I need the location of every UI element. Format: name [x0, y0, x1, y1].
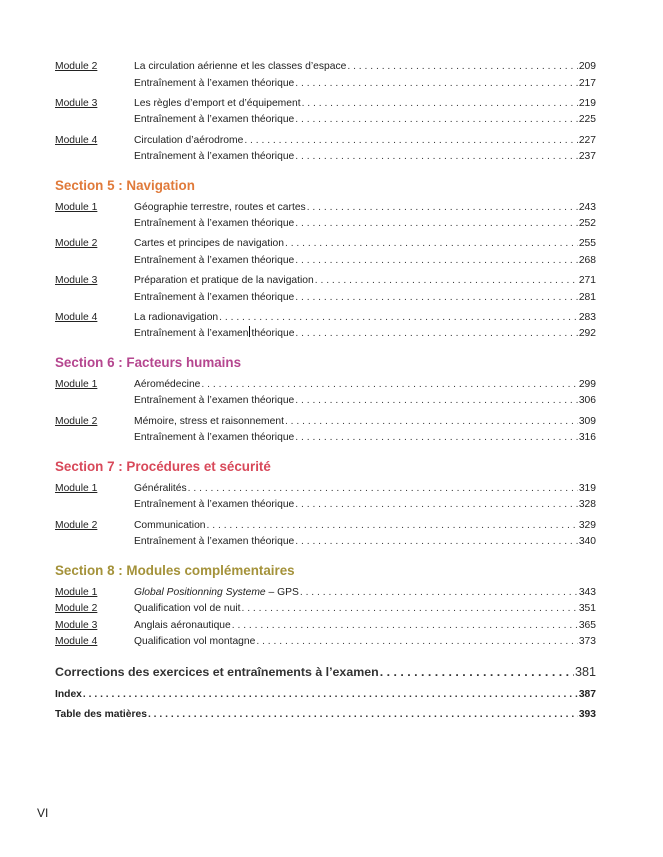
page-number: 283	[578, 311, 596, 323]
entry-title: La radionavigation	[134, 311, 219, 323]
page-number: 268	[578, 254, 596, 266]
page-number: 227	[578, 134, 596, 146]
toc-entry[interactable]	[55, 236, 596, 253]
toc-exam-entry[interactable]	[55, 76, 596, 93]
leader-dots	[295, 216, 578, 233]
page-number: 393	[578, 708, 596, 720]
page-number: 328	[578, 499, 596, 511]
module-label: Module 1	[55, 482, 98, 494]
exam-title: Entraînement à l’examen théorique	[134, 499, 295, 511]
page-number: 373	[578, 636, 596, 648]
toc-entry[interactable]	[55, 585, 596, 602]
leader-dots	[201, 377, 577, 394]
exam-title: Entraînement à l’examen théorique	[134, 151, 295, 163]
module-label: Module 2	[55, 238, 98, 250]
toc-entry[interactable]	[55, 601, 596, 618]
section-7-heading[interactable]: Section 7 : Procédures et sécurité	[55, 458, 271, 474]
section-5-heading[interactable]: Section 5 : Navigation	[55, 177, 195, 193]
leader-dots	[295, 290, 578, 307]
exam-title: Entraînement à l’examen théorique	[134, 114, 295, 126]
exam-title: Entraînement à l’examen théorique	[134, 291, 295, 303]
module-label: Module 2	[55, 603, 98, 615]
page-folio: VI	[37, 806, 49, 820]
index-entry[interactable]	[55, 685, 596, 705]
leader-dots	[285, 236, 578, 253]
toc-exam-entry[interactable]	[55, 430, 596, 447]
page-number: 319	[578, 482, 596, 494]
leader-dots	[241, 601, 577, 618]
page-number: 255	[578, 238, 596, 250]
leader-dots	[295, 430, 578, 447]
toc-entry[interactable]	[55, 310, 596, 327]
page-number: 365	[578, 619, 596, 631]
leader-dots	[302, 96, 578, 113]
page-number: 219	[578, 97, 596, 109]
table-of-contents	[55, 59, 596, 725]
module-label: Module 1	[55, 378, 98, 390]
toc-entry[interactable]	[55, 59, 596, 76]
page-number: 381	[574, 664, 596, 679]
toc-entry[interactable]	[55, 481, 596, 498]
exam-title: Entraînement à l’examen théorique	[134, 77, 295, 89]
page-number: 252	[578, 218, 596, 230]
entry-title: Cartes et principes de navigation	[134, 238, 284, 250]
entry-title: Qualification vol de nuit	[134, 603, 241, 615]
leader-dots	[300, 585, 578, 602]
page-number: 237	[578, 151, 596, 163]
toc-exam-entry[interactable]	[55, 149, 596, 166]
toc-exam-entry[interactable]	[55, 497, 596, 514]
leader-dots	[188, 481, 578, 498]
entry-title: Mémoire, stress et raisonnement	[134, 415, 284, 427]
page-number: 243	[578, 201, 596, 213]
toc-entry[interactable]	[55, 96, 596, 113]
toc-entry[interactable]	[55, 618, 596, 635]
toc-exam-entry[interactable]	[55, 253, 596, 270]
leader-dots	[295, 112, 578, 129]
page-number: 217	[578, 77, 596, 89]
toc-entry[interactable]	[55, 133, 596, 150]
toc-title: Table des matières	[55, 708, 147, 720]
exam-title: Entraînement à l’examen théorique	[134, 536, 295, 548]
toc-entry[interactable]	[55, 518, 596, 535]
toc-entry[interactable]	[55, 200, 596, 217]
page-number: 271	[578, 275, 596, 287]
toc-entry[interactable]	[55, 414, 596, 431]
leader-dots	[219, 310, 578, 327]
entry-title: Circulation d’aérodrome	[134, 134, 244, 146]
leader-dots	[83, 685, 578, 705]
leader-dots	[244, 133, 577, 150]
toc-exam-entry[interactable]	[55, 216, 596, 233]
module-label: Module 3	[55, 275, 98, 287]
leader-dots	[295, 393, 578, 410]
toc-exam-entry[interactable]	[55, 290, 596, 307]
toc-entry[interactable]	[55, 377, 596, 394]
page-number: 281	[578, 291, 596, 303]
exam-title: Entraînement à l’examen théorique	[134, 328, 295, 340]
toc-self-entry[interactable]	[55, 705, 596, 725]
page-number: 343	[578, 586, 596, 598]
entry-title: Généralités	[134, 482, 187, 494]
module-label: Module 4	[55, 134, 98, 146]
page-number: 351	[578, 603, 596, 615]
entry-title: Préparation et pratique de la navigation	[134, 275, 314, 287]
module-label: Module 3	[55, 97, 98, 109]
leader-dots	[307, 200, 578, 217]
exam-title: Entraînement à l’examen théorique	[134, 254, 295, 266]
toc-exam-entry[interactable]	[55, 393, 596, 410]
module-label: Module 4	[55, 311, 98, 323]
entry-title: La circulation aérienne et les classes d’espace	[134, 61, 347, 72]
leader-dots	[295, 76, 578, 93]
leader-dots	[148, 705, 578, 725]
page-number: 225	[578, 114, 596, 126]
entry-title: Géographie terrestre, routes et cartes	[134, 201, 306, 213]
exam-title: Entraînement à l’examen théorique	[134, 395, 295, 407]
toc-entry[interactable]	[55, 273, 596, 290]
module-label: Module 1	[55, 586, 98, 598]
toc-exam-entry[interactable]	[55, 326, 596, 343]
exam-title: Entraînement à l’examen théorique	[134, 432, 295, 444]
leader-dots	[295, 149, 578, 166]
entry-title: Communication	[134, 519, 206, 531]
page-number: 299	[578, 378, 596, 390]
toc-entry[interactable]	[55, 634, 596, 651]
module-label: Module 2	[55, 61, 98, 72]
entry-title: Global Positionning Systeme – GPS	[134, 586, 299, 598]
entry-title: Anglais aéronautique	[134, 619, 231, 631]
leader-dots	[295, 253, 578, 270]
index-title: Index	[55, 688, 82, 700]
entry-title: Aéromédecine	[134, 378, 201, 390]
leader-dots	[285, 414, 578, 431]
leader-dots	[347, 59, 577, 76]
leader-dots	[295, 326, 577, 343]
leader-dots	[295, 534, 578, 551]
entry-title: Les règles d’emport et d’équipement	[134, 97, 301, 109]
section-6-heading[interactable]: Section 6 : Facteurs humains	[55, 354, 242, 370]
exam-title: Entraînement à l’examen théorique	[134, 218, 295, 230]
page-number: 387	[578, 688, 596, 700]
leader-dots	[295, 497, 578, 514]
leader-dots	[315, 273, 578, 290]
toc-exam-entry[interactable]	[55, 112, 596, 129]
page-number: 309	[578, 415, 596, 427]
page-number: 329	[578, 519, 596, 531]
corrections-entry[interactable]	[55, 659, 596, 685]
module-label: Module 1	[55, 201, 98, 213]
module-label: Module 4	[55, 636, 98, 648]
module-label: Module 2	[55, 415, 98, 427]
page-number: 316	[578, 432, 596, 444]
module-label: Module 3	[55, 619, 98, 631]
toc-exam-entry[interactable]	[55, 534, 596, 551]
module-label: Module 2	[55, 519, 98, 531]
entry-title: Qualification vol montagne	[134, 636, 256, 648]
page-number: 306	[578, 395, 596, 407]
page-number: 340	[578, 536, 596, 548]
section-8-heading[interactable]: Section 8 : Modules complémentaires	[55, 562, 295, 578]
leader-dots	[380, 659, 574, 685]
corrections-title: Corrections des exercices et entraînements à l’examen	[55, 664, 379, 679]
leader-dots	[207, 518, 578, 535]
leader-dots	[232, 618, 578, 635]
page-number: 209	[578, 61, 596, 72]
leader-dots	[256, 634, 577, 651]
page-number: 292	[578, 328, 596, 340]
